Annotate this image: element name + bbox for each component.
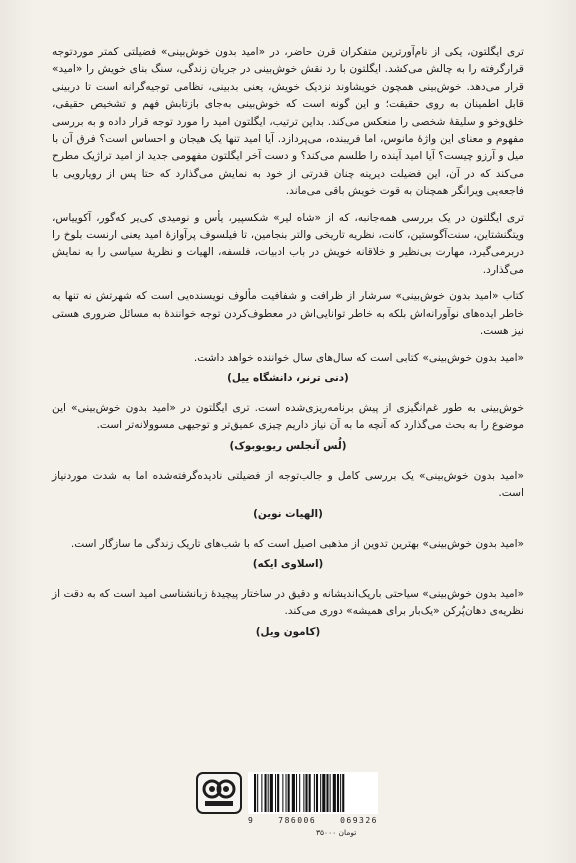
barcode-bar [277, 774, 279, 812]
barcode-bar [268, 774, 269, 812]
review-quote: «امید بدون خوش‌بینی» کتابی است که سال‌های سال خواننده خواهد داشت. [193, 351, 524, 364]
barcode-bar [257, 774, 258, 812]
barcode-bar [261, 774, 262, 812]
review-quote: «امید بدون خوش‌بینی» یک بررسی کامل و جالب‌توجه از فضیلتی نادیده‌گرفته‌شده اما به شدت موردنیاز است. [52, 469, 524, 500]
price-label: ۳۵۰۰۰ تومان [316, 828, 357, 837]
barcode-bar [275, 774, 276, 812]
review-quote: «امید بدون خوش‌بینی» سیاحتی باریک‌اندیشانه و دقیق در ساختار پیچیدهٔ زبانشناسی امید است که به دقت از نظریه‌ی دهان‌پُرکن «یک‌بار برای همیشه» دوری می‌کند. [52, 587, 524, 618]
review-source: (لُس آنجلس ریویوبوک) [229, 439, 347, 452]
review-source: (دنی ترنر، دانشگاه ییل) [227, 371, 349, 384]
barcode-bar [265, 774, 267, 812]
barcode-area [196, 772, 380, 838]
barcode-bar [303, 774, 304, 812]
barcode-digits-group2: 069326 [340, 816, 378, 825]
barcode-bar [330, 774, 331, 812]
barcode-bar [305, 774, 307, 812]
barcode-bar [299, 774, 300, 812]
barcode-bar [314, 774, 315, 812]
barcode-digits [248, 816, 378, 825]
barcode-bar [340, 774, 341, 812]
barcode-bar [286, 774, 287, 812]
barcode-bar [282, 774, 283, 812]
review-source: (اسلاوی ایکه) [252, 557, 324, 570]
barcode-bar [320, 774, 321, 812]
barcode-bar [288, 774, 290, 812]
barcode-bar [254, 774, 256, 812]
publisher-logo-icon [201, 777, 237, 809]
back-cover-text [52, 44, 524, 654]
review-source: (الهیات نوین) [253, 507, 323, 520]
description-paragraph: تری ایگلتون، یکی از نام‌آورترین متفکران قرن حاضر، در «امید بدون خوش‌بینی» فضیلتی کمتر موردتوجه قرارگرفته را به چالش می‌کشد. ایگلتون با رد نقش خوش‌بینی در جریان زندگی، سنگ بنای خویش را «امید» قرار می‌دهد. خوش‌بینی همچون خویشاوند نزدیک خویش، یعنی بدبینی، نظامی توجیه‌گرانه است تا دربینی قابل اطمینان به روی حقیقت؛ و این گونه است که خوش‌بینی به‌جای بازتابش فهم و تشخیص حقیقی، خلق‌وخو و سلیقهٔ شخصی را منعکس می‌کند. بداین ترتیب، ایگلتون امید را مورد توجه قرار داده و به بررسی مفهوم و معنای این واژهٔ مانوس، اما فریبنده، می‌پردازد. آیا امید تنها یک هیجان و احساس است؟ فرق آن با میل و آرزو چیست؟ آیا امید آینده را طلسم می‌کند؟ و دست آخر ایگلتون مفهومی جدید از امید تراژیک مطرح می‌کند که در آن، این فضیلت دیرینه چنان قدرتی از خود به نمایش می‌گذارد که حتا پس از رویارویی با فاجعه‌یی ویرانگر همچنان به قوت خویش باقی می‌ماند. [52, 46, 524, 198]
barcode-bar [270, 774, 273, 812]
review-source: (کامون ویل) [255, 625, 321, 638]
barcode-bar [342, 774, 344, 812]
description-paragraph: تری ایگلتون در یک بررسی همه‌جانبه، که از «شاه لیر» شکسپیر، یأس و نومیدی کی‌یر که‌گور، آکوییاس، ویتگنشتاین، سنت‌آگوستین، کانت، نظریه تاریخی والتر بنجامین، تا فیلسوف پرآوازهٔ امید یعنی ارنست بلوخ را دربرمی‌گیرد، مهارت بی‌نظیر و خلاقانه خویش در باب ادبیات، فلسفه، الهیات و نظریهٔ سیاسی را به نمایش می‌گذارد. [52, 211, 524, 276]
publisher-logo [196, 772, 242, 814]
review-quote: خوش‌بینی به طور غم‌انگیزی از پیش برنامه‌ریزی‌شده است. تری ایگلتون در «امید بدون خوش‌بینی» این موضوع را به بحث می‌گذارد که آنچه ما به آن نیاز داریم چیزی عمیق‌تر و توجیهی مسوولانه‌تر است. [52, 401, 524, 432]
barcode-bar [292, 774, 295, 812]
barcode-bar [337, 774, 339, 812]
barcode-bar [322, 774, 325, 812]
barcode-bar [333, 774, 336, 812]
barcode-digits-group1: 786006 [278, 816, 317, 825]
barcode-bar [326, 774, 328, 812]
isbn-barcode [248, 772, 378, 814]
barcode-bar [296, 774, 297, 812]
barcode-digit-prefix: 9 [248, 816, 255, 825]
description-paragraph: کتاب «امید بدون خوش‌بینی» سرشار از ظرافت و شفافیت مألوف نویسنده‌یی است که شهرتش نه تنها به خاطر ایده‌های نوآورانه‌اش بلکه به خاطر توانایی‌اش در معطوف‌کردن توجه خوانندهٔ به مسائل ضروری هستی نیز هست. [52, 290, 524, 338]
review-quote: «امید بدون خوش‌بینی» بهترین تدوین از مذهبی اصیل است که با شب‌های تاریک زندگی ما سازگار است. [70, 537, 524, 550]
barcode-bars [248, 772, 378, 814]
barcode-bar [316, 774, 318, 812]
barcode-bar [309, 774, 311, 812]
